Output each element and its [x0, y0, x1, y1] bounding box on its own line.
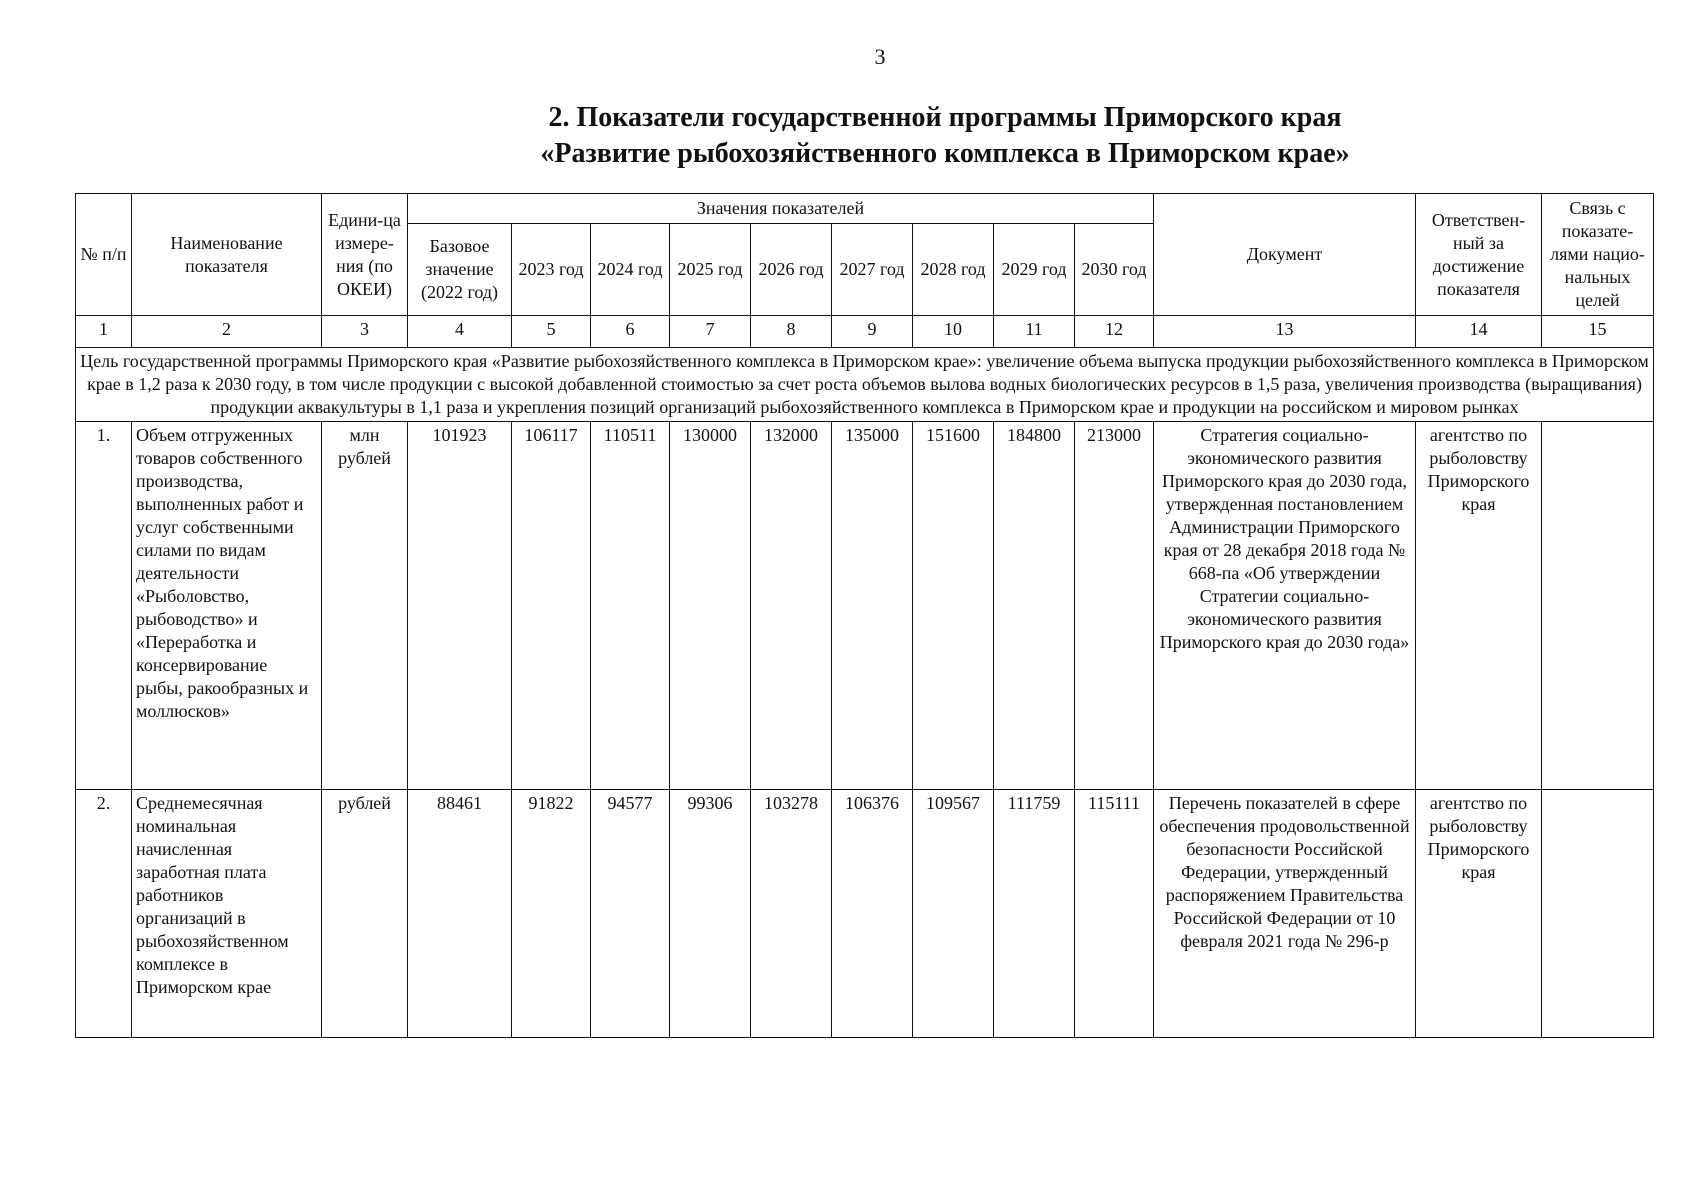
document: Перечень показателей в сфере обеспечения продовольственной безопасности Российской Федерации, утвержденный распоряжением Правительства Российской Федерации от 10 февраля 2021 года № 296-р	[1154, 790, 1416, 1038]
header-year-2025: 2025 год	[670, 224, 751, 316]
column-number: 9	[832, 316, 913, 348]
indicator-unit: рублей	[322, 790, 408, 1038]
header-document: Документ	[1154, 194, 1416, 316]
header-link: Связь с показате-лями нацио-нальных целей	[1542, 194, 1654, 316]
base-value: 88461	[408, 790, 512, 1038]
page-title	[370, 100, 1520, 172]
base-value: 101923	[408, 422, 512, 790]
title-line-2: «Развитие рыбохозяйственного комплекса в Приморском крае»	[540, 138, 1350, 169]
column-numbers-row	[76, 316, 1654, 348]
document: Стратегия социально-экономического развития Приморского края до 2030 года, утвержденная постановлением Администрации Приморского края от 28 декабря 2018 года № 668-па «Об утверждении Стратегии социально-экономического развития Приморского края до 2030 года»	[1154, 422, 1416, 790]
value-2028: 151600	[913, 422, 994, 790]
indicator-name: Среднемесячная номинальная начисленная заработная плата работников организаций в рыбохозяйственном комплексе в Приморском крае	[132, 790, 322, 1038]
indicator-unit: млн рублей	[322, 422, 408, 790]
header-values-group: Значения показателей	[408, 194, 1154, 224]
national-goals-link	[1542, 790, 1654, 1038]
indicators-table	[75, 193, 1654, 1038]
column-number: 5	[512, 316, 591, 348]
value-2023: 91822	[512, 790, 591, 1038]
column-number: 12	[1075, 316, 1154, 348]
value-2028: 109567	[913, 790, 994, 1038]
responsible: агентство по рыболовству Приморского края	[1416, 422, 1542, 790]
program-goal: Цель государственной программы Приморского края «Развитие рыбохозяйственного комплекса в Приморском крае»: увеличение объема выпуска продукции рыбохозяйственного комплекса в Приморском крае в 1,2 раза к 2030 году, в том числе продукции с высокой добавленной стоимостью за счет роста объемов вылова водных биологических ресурсов в 1,5 раза, увеличения производства (выращивания) продукции аквакультуры в 1,1 раза и укрепления позиций организаций рыбохозяйственного комплекса в Приморском крае и продукции на российском и мировом рынках	[76, 348, 1654, 422]
value-2030: 115111	[1075, 790, 1154, 1038]
row-num: 2.	[76, 790, 132, 1038]
row-num: 1.	[76, 422, 132, 790]
value-2025: 99306	[670, 790, 751, 1038]
value-2029: 111759	[994, 790, 1075, 1038]
column-number: 1	[76, 316, 132, 348]
value-2023: 106117	[512, 422, 591, 790]
header-year-2024: 2024 год	[591, 224, 670, 316]
title-line-1: 2. Показатели государственной программы Приморского края	[548, 102, 1342, 133]
value-2027: 106376	[832, 790, 913, 1038]
header-unit: Едини-ца измере-ния (по ОКЕИ)	[322, 194, 408, 316]
value-2027: 135000	[832, 422, 913, 790]
value-2026: 103278	[751, 790, 832, 1038]
header-year-2026: 2026 год	[751, 224, 832, 316]
header-year-2029: 2029 год	[994, 224, 1075, 316]
page-number: 3	[874, 44, 886, 69]
column-number: 3	[322, 316, 408, 348]
value-2030: 213000	[1075, 422, 1154, 790]
column-number: 6	[591, 316, 670, 348]
header-num: № п/п	[76, 194, 132, 316]
column-number: 8	[751, 316, 832, 348]
national-goals-link	[1542, 422, 1654, 790]
column-number: 13	[1154, 316, 1416, 348]
column-number: 4	[408, 316, 512, 348]
column-number: 11	[994, 316, 1075, 348]
header-year-2027: 2027 год	[832, 224, 913, 316]
goal-row	[76, 348, 1654, 422]
column-number: 15	[1542, 316, 1654, 348]
header-year-2023: 2023 год	[512, 224, 591, 316]
table-row	[76, 422, 1654, 790]
value-2024: 94577	[591, 790, 670, 1038]
indicator-name: Объем отгруженных товаров собственного производства, выполненных работ и услуг собственными силами по видам деятельности «Рыболовство, рыбоводство» и «Переработка и консервирование рыбы, ракообразных и моллюсков»	[132, 422, 322, 790]
table-row	[76, 790, 1654, 1038]
header-base: Базовое значение (2022 год)	[408, 224, 512, 316]
responsible: агентство по рыболовству Приморского края	[1416, 790, 1542, 1038]
header-year-2030: 2030 год	[1075, 224, 1154, 316]
value-2029: 184800	[994, 422, 1075, 790]
column-number: 10	[913, 316, 994, 348]
value-2025: 130000	[670, 422, 751, 790]
header-responsible: Ответствен-ный за достижение показателя	[1416, 194, 1542, 316]
value-2024: 110511	[591, 422, 670, 790]
value-2026: 132000	[751, 422, 832, 790]
column-number: 7	[670, 316, 751, 348]
column-number: 14	[1416, 316, 1542, 348]
header-name: Наименование показателя	[132, 194, 322, 316]
header-year-2028: 2028 год	[913, 224, 994, 316]
column-number: 2	[132, 316, 322, 348]
